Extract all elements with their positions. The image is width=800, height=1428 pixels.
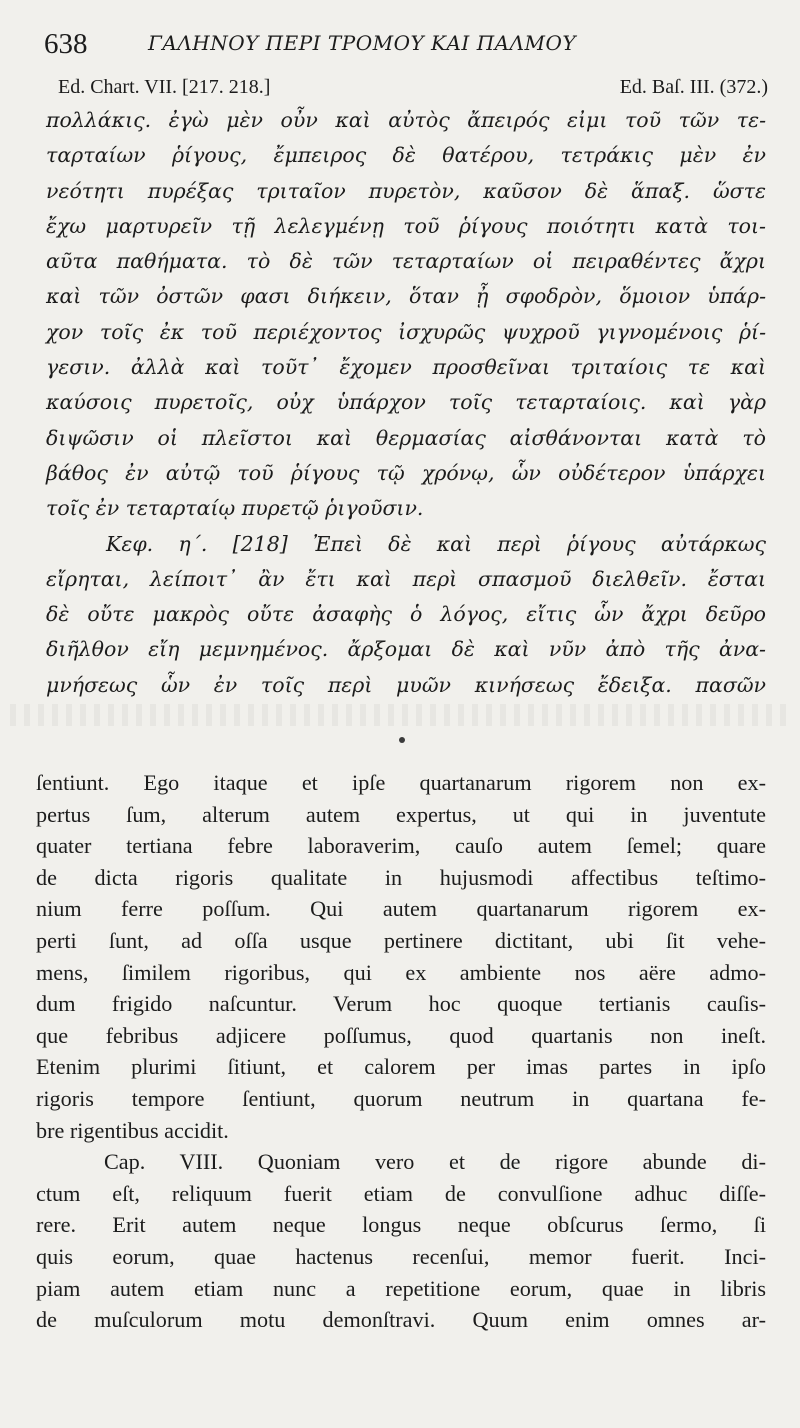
latin-line: rere. Erit autem neque longus neque obſcurus ſermo, ſi	[36, 1212, 766, 1238]
edition-reference-basel: Ed. Baſ. III. (372.)	[619, 76, 768, 98]
greek-line: καύσοις πυρετοῖς, οὐχ ὑπάρχον τοῖς τεταρταίοις. καὶ γὰρ	[46, 390, 766, 415]
greek-line: αῦτα παθήματα. τὸ δὲ τῶν τεταρταίων οἱ πειραθέντες ἄχρι	[46, 249, 766, 274]
latin-line: piam autem etiam nunc a repetitione eorum, quae in libris	[36, 1275, 766, 1301]
latin-line: quis eorum, quae hactenus recenſui, memor fuerit. Inci-	[36, 1243, 766, 1269]
greek-line: βάθος ἐν αὐτῷ τοῦ ῥίγους τῷ χρόνῳ, ὧν οὐδέτερον ὑπάρχει	[46, 460, 766, 485]
greek-line: διψῶσιν οἱ πλεῖστοι καὶ θερμασίας αἰσθάνονται κατὰ τὸ	[46, 425, 766, 450]
latin-line: quater tertiana febre laboraverim, cauſo autem ſemel; quare	[36, 833, 766, 859]
latin-line: pertus ſum, alterum autem expertus, ut qui in juventute	[36, 801, 766, 827]
greek-line: δὲ οὔτε μακρὸς οὔτε ἀσαφὴς ὁ λόγος, εἴτις ὧν ἄχρι δεῦρο	[46, 602, 766, 627]
greek-line: ταρταίων ῥίγους, ἔμπειρος δὲ θατέρου, τετράκις μὲν ἐν	[46, 143, 766, 168]
greek-line: μνήσεως ὧν ἐν τοῖς περὶ μυῶν κινήσεως ἔδειξα. πασῶν	[46, 672, 766, 697]
latin-line: nium ferre poſſum. Qui autem quartanarum rigorem ex-	[36, 896, 766, 922]
edition-reference-line	[0, 76, 800, 106]
latin-chapter-heading-line: Cap. VIII. Quoniam vero et de rigore abunde di-	[104, 1149, 766, 1175]
latin-line: rigoris tempore ſentiunt, quorum neutrum in quartana fe-	[36, 1085, 766, 1111]
greek-line: τοῖς ἐν τεταρταίῳ πυρετῷ ῥιγοῦσιν.	[46, 496, 424, 521]
latin-line: perti ſunt, ad oſſa usque pertinere dictitant, ubi ſit vehe-	[36, 927, 766, 953]
greek-line: χον τοῖς ἐκ τοῦ περιέχοντος ἰσχυρῶς ψυχροῦ γιγνομένοις ῥί-	[46, 319, 766, 344]
greek-chapter-heading-line: Κεφ. η΄. [218] Ἐπεὶ δὲ καὶ περὶ ῥίγους αὐτάρκως	[106, 531, 766, 556]
page-number: 638	[44, 28, 88, 60]
greek-line: εἴρηται, λείποιτ᾽ ἂν ἔτι καὶ περὶ σπασμοῦ διελθεῖν. ἔσται	[46, 566, 766, 591]
latin-line: bre rigentibus accidit.	[36, 1117, 229, 1143]
latin-line: de muſculorum motu demonſtravi. Quum enim omnes ar-	[36, 1307, 766, 1333]
greek-line: νεότητι πυρέξας τριταῖον πυρετὸν, καῦσον δὲ ἅπαξ. ὥστε	[46, 178, 766, 203]
latin-line: de dicta rigoris qualitate in hujusmodi affectibus teſtimo-	[36, 864, 766, 890]
separator-dot	[399, 737, 405, 743]
latin-line: dum frigido naſcuntur. Verum hoc quoque tertianis cauſis-	[36, 991, 766, 1017]
latin-line: Etenim plurimi ſitiunt, et calorem per imas partes in ipſo	[36, 1054, 766, 1080]
greek-line: γεσιν. ἀλλὰ καὶ τοῦτ᾽ ἔχομεν προσθεῖναι τριταίοις τε καὶ	[46, 355, 766, 380]
greek-text-block	[46, 103, 766, 703]
running-title: ΓΑΛΗΝΟΥ ΠΕΡΙ ΤΡΟΜΟΥ ΚΑΙ ΠΑΛΜΟΥ	[148, 31, 577, 55]
paper-bleed-through	[10, 704, 790, 726]
latin-text-block	[36, 767, 766, 1336]
latin-line: que febribus adjicere poſſumus, quod quartanis non ineſt.	[36, 1022, 766, 1048]
greek-line: διῆλθον εἴη μεμνημένος. ἄρξομαι δὲ καὶ νῦν ἀπὸ τῆς ἀνα-	[46, 637, 766, 662]
latin-line: mens, ſimilem rigoribus, qui ex ambiente nos aëre admo-	[36, 959, 766, 985]
greek-line: ἔχω μαρτυρεῖν τῇ λελεγμένῃ τοῦ ῥίγους ποιότητι κατὰ τοι-	[46, 213, 766, 238]
latin-line: ctum eſt, reliquum fuerit etiam de convulſione adhuc diſſe-	[36, 1180, 766, 1206]
greek-line: καὶ τῶν ὀστῶν φασι διήκειν, ὅταν ᾖ σφοδρὸν, ὅμοιον ὑπάρ-	[46, 284, 766, 309]
running-head	[44, 28, 764, 60]
latin-line: ſentiunt. Ego itaque et ipſe quartanarum rigorem non ex-	[36, 770, 766, 795]
edition-reference-chartier: Ed. Chart. VII. [217. 218.]	[58, 76, 271, 98]
greek-line: πολλάκις. ἐγὼ μὲν οὖν καὶ αὐτὸς ἄπειρός εἰμι τοῦ τῶν τε-	[46, 108, 766, 132]
